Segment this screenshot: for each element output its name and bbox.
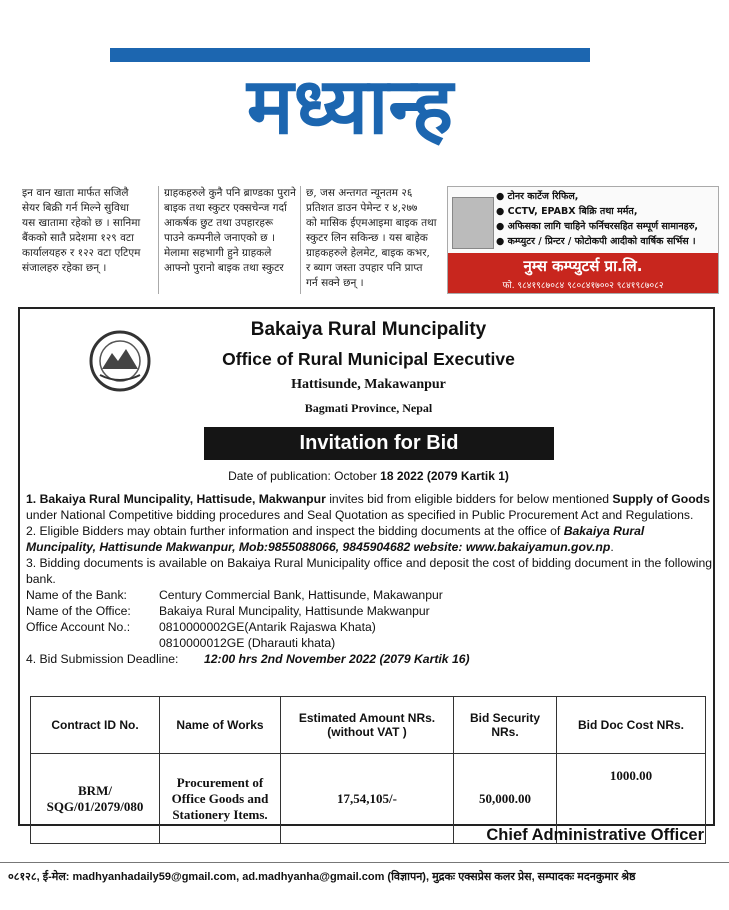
paragraph-3: 3. Bidding documents is available on Bakaiya Rural Municipality office and deposit the cost of bidding document in the following bank. — [26, 556, 713, 586]
invitation-banner: Invitation for Bid — [204, 427, 554, 460]
table-cell: 1000.00 — [557, 754, 706, 844]
notice-province: Bagmati Province, Nepal — [304, 401, 433, 415]
table-cell: 50,000.00 — [454, 754, 557, 844]
bid-notice — [18, 307, 715, 826]
masthead-logo — [110, 38, 590, 148]
table-header: Bid Doc Cost NRs. — [557, 697, 706, 754]
printer-image — [452, 197, 494, 249]
news-column-1: इन वान खाता मार्फत सजिलै सेयर बिक्री गर्न मिल्ने सुविधा यस खातामा रहेको छ । सानिमा बैंकको सातै प्रदेशमा १२९ वटा कार्यालयहरु र १२२ वटा एटिएम संजालहरु रहेका छन् । — [22, 187, 141, 274]
publication-date: Date of publication: October 18 2022 (2079 Kartik 1) — [228, 469, 509, 483]
table-header: Estimated Amount NRs. (without VAT ) — [281, 697, 454, 754]
bid-table — [30, 696, 706, 844]
ad-services-list: ● टोनर कार्टेज रिफिल, ● CCTV, EPABX बिक्रि तथा मर्मत, ● अफिसका लागि चाहिने फर्निचरसहित सम्पूर्ण सामानहरु, ● कम्प्युटर / प्रिन्टर / फोटोकपी आदीको वार्षिक सर्भिस । — [496, 191, 699, 247]
table-cell: BRM/ SQG/01/2079/080 — [31, 754, 160, 844]
signatory: Chief Administrative Officer — [486, 826, 704, 844]
deadline: 4. Bid Submission Deadline: 12:00 hrs 2nd November 2022 (2079 Kartik 16) — [26, 652, 470, 666]
notice-title: Bakaiya Rural Muncipality — [250, 319, 487, 340]
ad-phone-numbers: फो. ९८४१९८७०८४ ९८०८४१७००२ ९८४१९८७०८२ — [448, 279, 718, 293]
bank-details: Name of the Bank: Century Commercial Bank, Hattisunde, Makawanpur Name of the Office: Bakaiya Rural Muncipality, Hattisunde Makwanpur Office Account No.: 0810000002GE(Antarik Rajaswa Khata) 0810000012GE (Dharauti khata) 4. Bid Submission Deadline: 12:00 hrs 2nd November 2022 (2079 Kartik 16) — [26, 587, 714, 667]
notice-body — [26, 491, 714, 667]
table-header: Name of Works — [160, 697, 281, 754]
news-strip — [0, 186, 729, 296]
table-header: Bid Security NRs. — [454, 697, 557, 754]
table-header: Contract ID No. — [31, 697, 160, 754]
notice-location: Hattisunde, Makawanpur — [291, 377, 446, 392]
paragraph-1: 1. Bakaiya Rural Muncipality, Hattisude, Makwanpur invites bid from eligible bidders for below mentioned Supply of Goods under National Competitive bidding procedures and Seal Quotation as specified in Public Procurement Act and Regulations. — [26, 492, 710, 522]
news-column-3: छ, जस अन्तगत न्यूनतम २६ प्रतिशत डाउन पेमेन्ट र ४,२७७ को मासिक ईएमआइमा बाइक तथा स्कुटर लिन सकिन्छ । यस बाहेक ग्राहकहरुले हेलमेट, बाइक कभर, र ब्याग जस्ता उपहार पनि प्राप्त गर्न सक्ने छन् । — [306, 187, 437, 289]
paragraph-2: 2. Eligible Bidders may obtain further information and inspect the bidding documents at the office of Bakaiya Rural Muncipality, Hattisunde Makwanpur, Mob:9855088066, 9845904682 website: www.bakaiyamun.gov.np. — [26, 524, 645, 554]
masthead-title: मध्यान्ह — [246, 62, 454, 148]
table-cell: 17,54,105/- — [281, 754, 454, 844]
newspaper-masthead — [110, 38, 590, 148]
table-cell: Procurement of Office Goods and Stationery Items. — [160, 754, 281, 844]
news-column-2: ग्राहकहरुले कुनै पनि ब्राण्डका पुराने बाइक तथा स्कुटर एक्सचेन्ज गर्दा आकर्षक छुट तथा उपहारहरू पाउने कम्पनीले जनाएको छ । मेलामा सहभागी हुने ग्राहकले आफ्नो पुरानो बाइक तथा स्कुटर — [164, 187, 296, 274]
computer-ad — [447, 186, 719, 294]
notice-office: Office of Rural Municipal Executive — [222, 349, 515, 369]
newspaper-footer: ०८१२८, ई-मेल: madhyanhadaily59@gmail.com, ad.madhyanha@gmail.com (विज्ञापन), मुद्रकः एक्सप्रेस कलर प्रेस, सम्पादकः मदनकुमार श्रेष्ठ — [8, 871, 636, 883]
ad-company-name: नुम्स कम्प्युटर्स प्रा.लि. — [448, 253, 718, 279]
